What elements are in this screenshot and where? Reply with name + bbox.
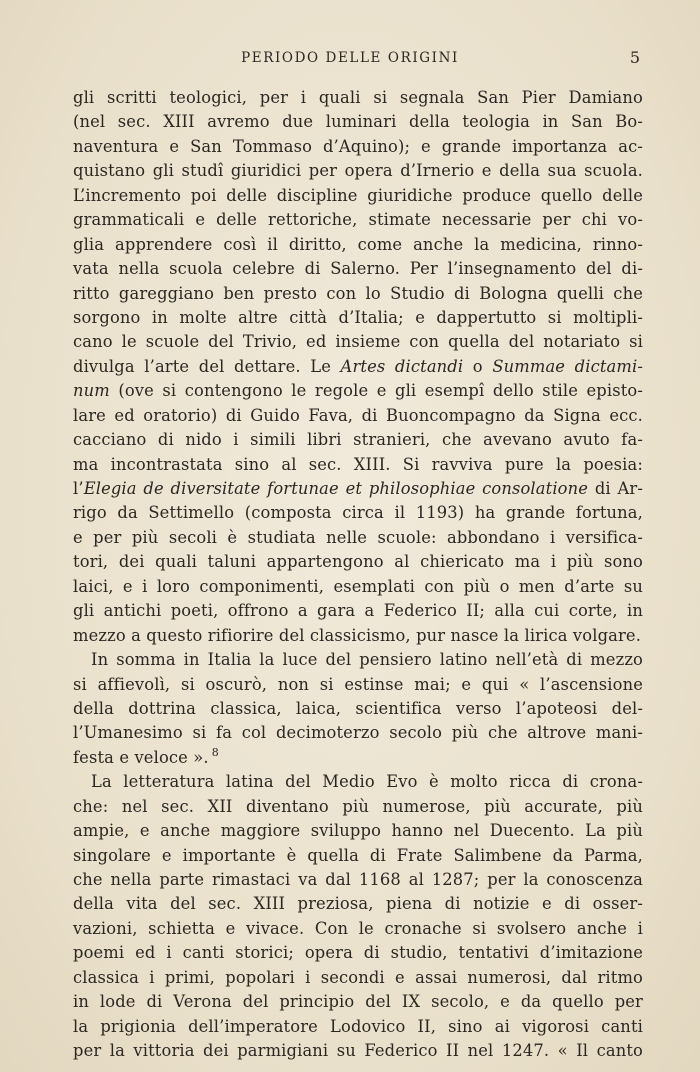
running-head: [0, 50, 700, 70]
footnote-marker: 8: [211, 745, 219, 759]
italic-title: Elegia de diversitate fortunae et philosophiae consolatione: [83, 479, 589, 498]
text-line: cacciano di nido i simili libri stranieri, che avevano avuto fa-: [73, 430, 643, 450]
text-line: naventura e San Tommaso d’Aquino); e grande importanza ac-: [73, 136, 643, 156]
text-line: poemi ed i canti storici; opera di studio, tentativi d’imitazione: [73, 943, 643, 963]
text-line: quistano gli studî giuridici per opera d’Irnerio e della sua scuola.: [73, 161, 643, 181]
text-line: [73, 477, 643, 501]
text-line: cano le scuole del Trivio, ed insieme con quella del notariato si: [73, 332, 643, 352]
text-line: che nella parte rimastaci va dal 1168 al 1287; per la conoscenza: [73, 870, 643, 889]
paragraph-start-line: La letteratura latina del Medio Evo è molto ricca di crona-: [91, 772, 643, 792]
text-line: laici, e i loro componimenti, esemplati con più o men d’arte su: [73, 576, 643, 596]
text-line: si affievolì, si oscurò, non si estinse mai; e qui « l’ascensione: [73, 674, 643, 694]
paragraph-start-line: In somma in Italia la luce del pensiero latino nell’età di mezzo: [91, 650, 643, 670]
body-text: [73, 86, 643, 1064]
text-line: della vita del sec. XIII preziosa, piena di notizie e di osser-: [73, 894, 643, 914]
text-line: [73, 355, 643, 379]
text-line: gli scritti teologici, per i quali si segnala San Pier Damiano: [73, 88, 643, 107]
text-line: [73, 746, 643, 770]
text-segment: (ove si contengono le regole e gli esempî dello stile episto-: [109, 381, 643, 401]
text-line: classica i primi, popolari i secondi e assai numerosi, dal ritmo: [73, 967, 643, 987]
text-line: e per più secoli è studiata nelle scuole: abbondano i versifica-: [73, 527, 643, 547]
italic-title: Summae dictami-: [492, 356, 643, 376]
text-line: gli antichi poeti, offrono a gara a Federico II; alla cui corte, in: [73, 601, 643, 621]
text-line: vata nella scuola celebre di Salerno. Per l’insegnamento del di-: [73, 259, 643, 279]
text-line: L’incremento poi delle discipline giuridiche produce quello delle: [73, 185, 643, 205]
text-segment: di Ar-: [588, 479, 643, 498]
text-line: della dottrina classica, laica, scientifica verso l’apoteosi del-: [73, 698, 643, 718]
text-line: sorgono in molte altre città d’Italia; e dappertutto si moltipli-: [73, 307, 643, 327]
text-line: mezzo a questo rifiorire del classicismo, pur nasce la lirica volgare.: [73, 625, 642, 645]
text-line: ampie, e anche maggiore sviluppo hanno nel Duecento. La più: [73, 821, 643, 841]
text-line: ma incontrastata sino al sec. XIII. Si ravviva pure la poesia:: [73, 454, 643, 474]
text-line: per la vittoria dei parmigiani su Federico II nel 1247. « Il canto: [73, 1041, 643, 1061]
text-line: tori, dei quali taluni appartengono al chiericato ma i più sono: [73, 552, 643, 572]
text-line: glia apprendere così il diritto, come anche la medicina, rinno-: [73, 234, 643, 254]
text-line: vazioni, schietta e vivace. Con le cronache si svolsero anche i: [73, 918, 643, 938]
text-line: rigo da Settimello (composta circa il 1193) ha grande fortuna,: [73, 503, 643, 523]
text-line: lare ed oratorio) di Guido Fava, di Buoncompagno da Signa ecc.: [73, 405, 643, 425]
text-line: la prigionia dell’imperatore Lodovico II, sino ai vigorosi canti: [73, 1016, 643, 1036]
text-line: l’Umanesimo si fa col decimoterzo secolo più che altrove mani-: [73, 723, 643, 743]
text-segment: festa e veloce ».: [73, 747, 209, 767]
text-line: grammaticali e delle rettoriche, stimate necessarie per chi vo-: [73, 210, 643, 230]
text-segment: divulga l’arte del dettare. Le: [73, 356, 341, 376]
running-head-title: PERIODO DELLE ORIGINI: [241, 50, 459, 66]
text-segment: l’: [73, 479, 84, 498]
text-line: [73, 379, 643, 403]
text-line: singolare e importante è quella di Frate Salimbene da Parma,: [73, 845, 643, 865]
text-line: ritto gareggiano ben presto con lo Studio di Bologna quelli che: [73, 283, 643, 303]
page-number: 5: [629, 48, 640, 67]
italic-title: Artes dictandi: [340, 356, 464, 376]
text-line: in lode di Verona del principio del IX secolo, e da quello per: [73, 992, 643, 1012]
text-segment: o: [463, 356, 493, 376]
italic-title: num: [73, 381, 110, 401]
text-line: (nel sec. XIII avremo due luminari della teologia in San Bo-: [73, 112, 643, 132]
text-line: che: nel sec. XII diventano più numerose, più accurate, più: [73, 796, 643, 816]
